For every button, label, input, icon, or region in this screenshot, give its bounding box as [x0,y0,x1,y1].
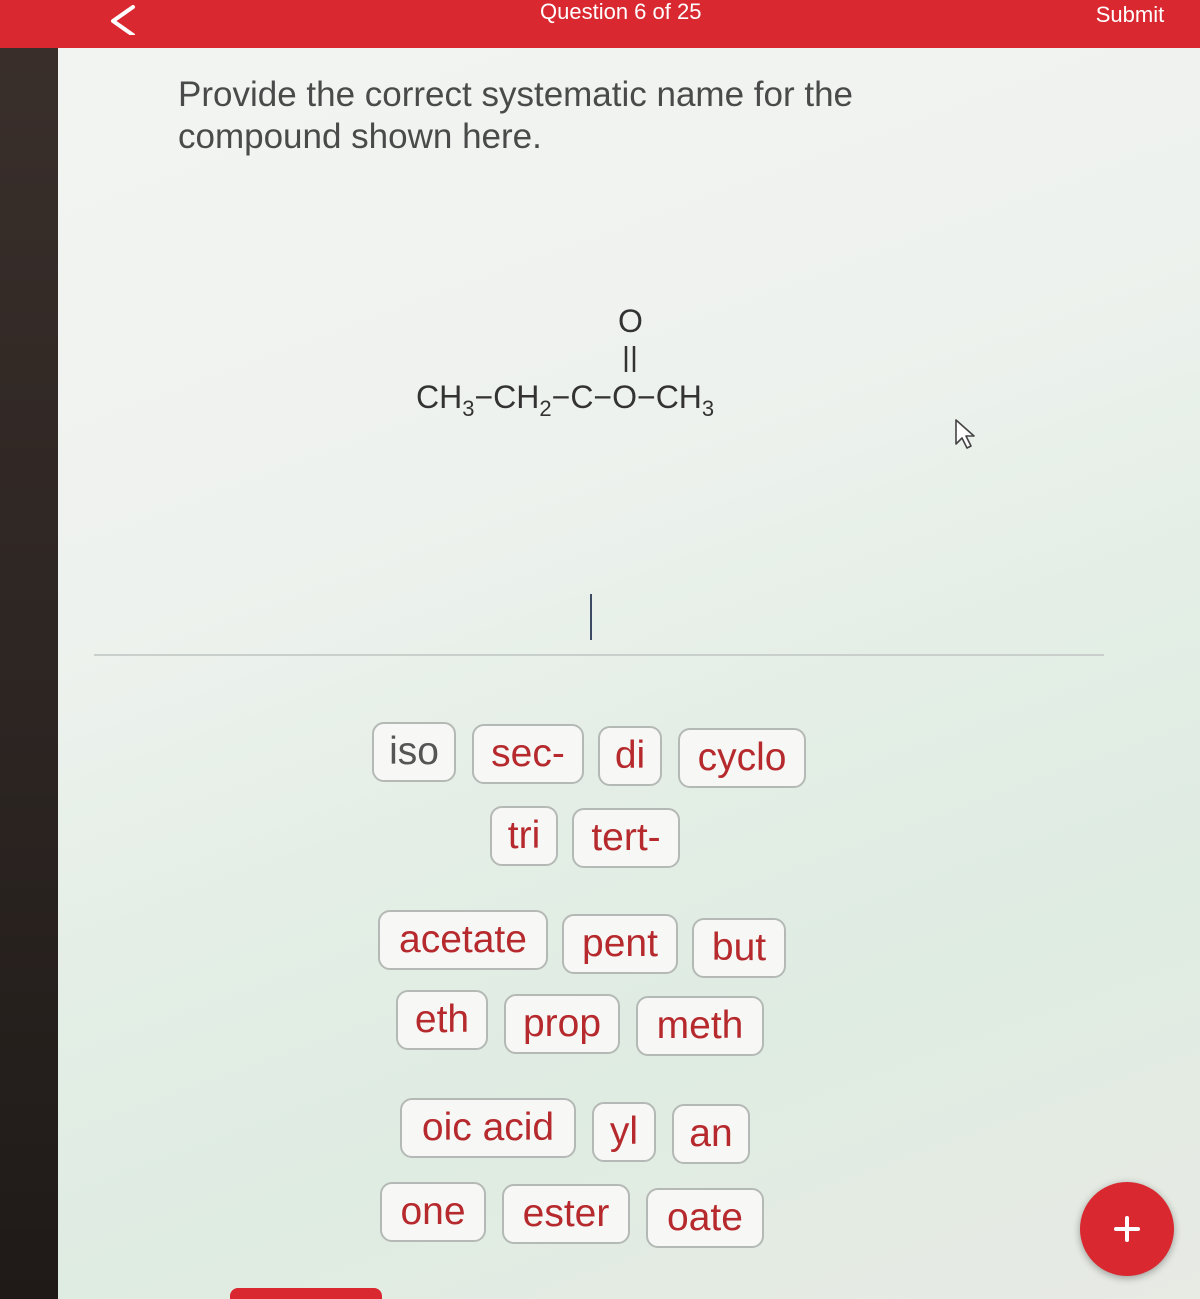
tile-cyclo[interactable]: cyclo [678,728,806,788]
tile-oic-acid[interactable]: oic acid [400,1098,576,1158]
tile-yl[interactable]: yl [592,1102,656,1162]
tile-meth[interactable]: meth [636,996,764,1056]
answer-underline [94,654,1104,656]
tile-acetate[interactable]: acetate [378,910,548,970]
tile-tri[interactable]: tri [490,806,558,866]
device-bezel [0,0,58,1299]
tile-but[interactable]: but [692,918,786,978]
question-counter: Question 6 of 25 [540,0,702,24]
tile-ester[interactable]: ester [502,1184,630,1244]
carbonyl-oxygen: O [618,303,643,339]
chemical-structure [408,298,828,428]
tile-one[interactable]: one [380,1182,486,1242]
question-prompt: Provide the correct systematic name for the compound shown here. [178,75,853,156]
submit-button[interactable]: Submit [1095,2,1165,27]
main-chain-formula: $CH_3-CH_2-C-O-CH_3$ [416,379,715,421]
tile-pent[interactable]: pent [562,914,678,974]
answer-input[interactable] [94,584,1104,678]
plus-icon [1112,1214,1142,1244]
tile-an[interactable]: an [672,1104,750,1164]
bottom-tab-indicator[interactable] [230,1288,382,1299]
back-button[interactable] [100,0,144,40]
tile-oate[interactable]: oate [646,1188,764,1248]
add-button[interactable] [1080,1182,1174,1276]
top-bar [0,0,1200,48]
tile-eth[interactable]: eth [396,990,488,1050]
chevron-left-icon [105,5,139,35]
tile-di[interactable]: di [598,726,662,786]
mouse-pointer-icon [954,418,978,450]
question-panel [58,48,1200,1299]
text-cursor [590,594,592,640]
tile-prop[interactable]: prop [504,994,620,1054]
tile-tert[interactable]: tert- [572,808,680,868]
tile-sec[interactable]: sec- [472,724,584,784]
tile-iso[interactable]: iso [372,722,456,782]
